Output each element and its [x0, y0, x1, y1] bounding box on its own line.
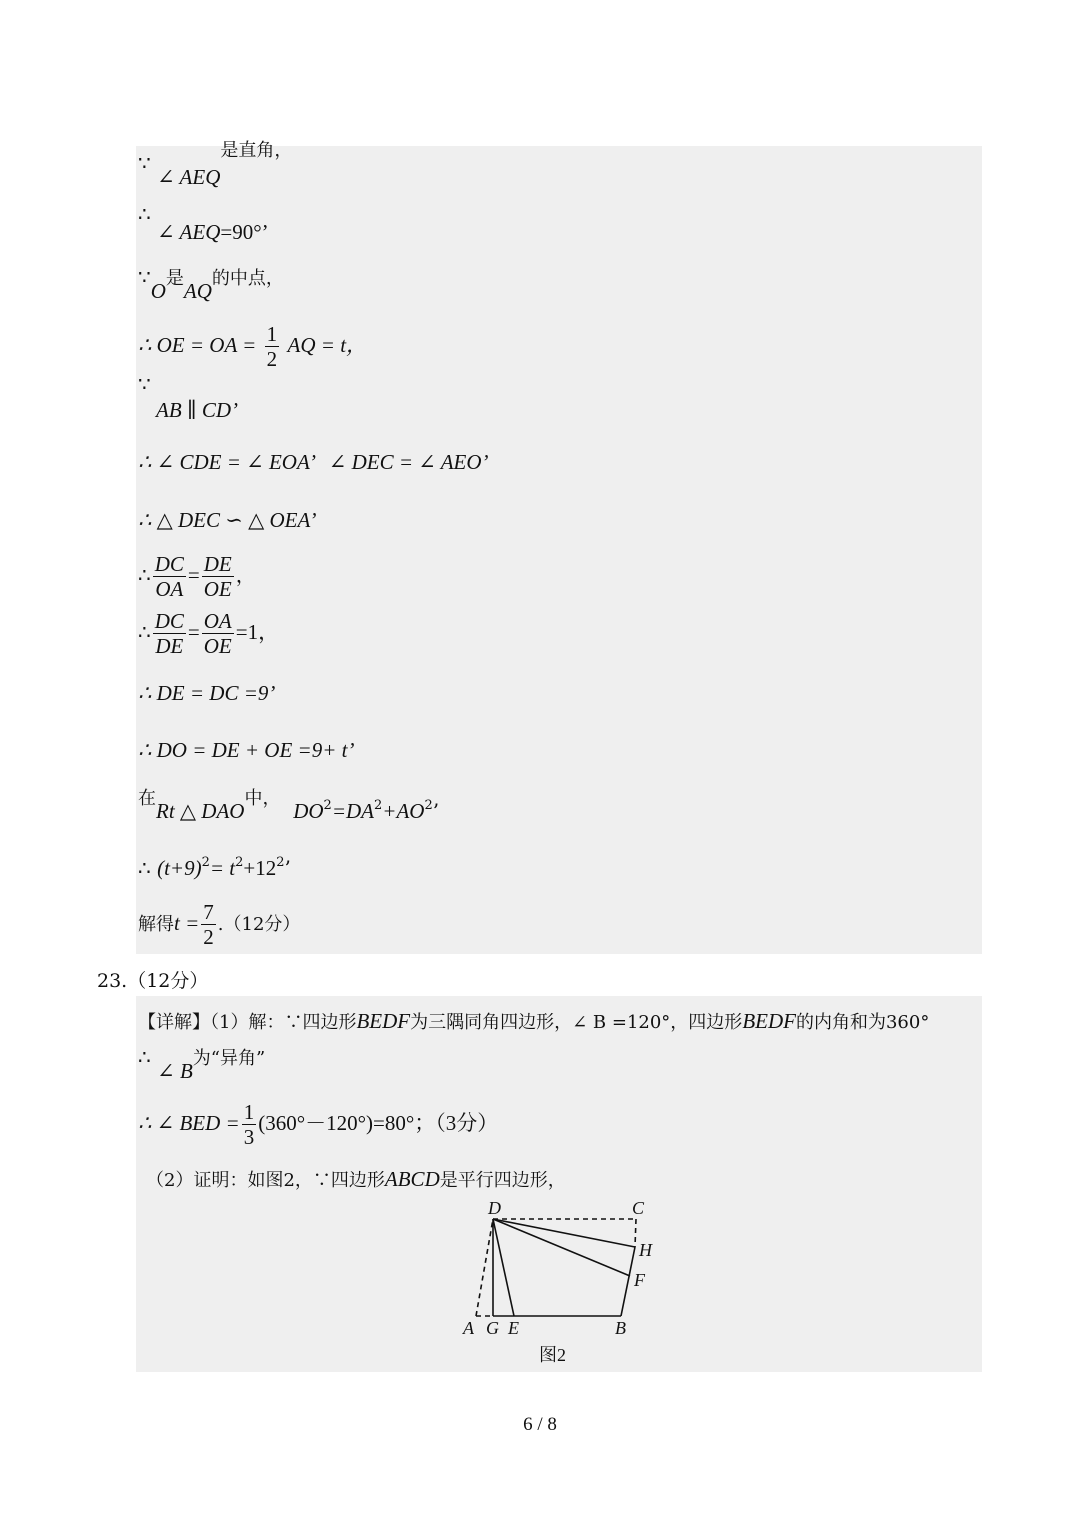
- because-sign: ∵: [138, 265, 151, 289]
- expr: =DA: [331, 799, 374, 823]
- expr: DO: [293, 799, 324, 823]
- expr: +12: [243, 856, 277, 880]
- line-14: [138, 900, 300, 949]
- expr: = t: [209, 856, 236, 880]
- expr: ∠ AEQ: [157, 165, 221, 189]
- score-note: .（12分）: [217, 914, 301, 935]
- therefore-sign: ∴: [138, 563, 151, 587]
- expr: ∴ ∠ CDE = ∠ EOA’: [138, 450, 317, 474]
- numerator: 7: [203, 900, 214, 924]
- exponent: 2: [323, 798, 332, 813]
- fraction: [153, 609, 186, 658]
- line-7: [138, 508, 317, 533]
- exponent: 2: [374, 798, 383, 813]
- text: 的中点，: [211, 268, 284, 289]
- label-A: A: [463, 1318, 474, 1338]
- expr: ∴ △ DEC ∽ △ OEA’: [138, 508, 317, 532]
- numerator: 1: [243, 1100, 255, 1124]
- expr: +AO: [382, 799, 425, 823]
- line-6: [138, 450, 489, 475]
- punct: ，: [235, 563, 256, 587]
- denominator: DE: [155, 634, 184, 658]
- expr: ∠ AEQ: [157, 220, 221, 244]
- expr: (t+9): [157, 856, 202, 880]
- expr: ∴ DE = DC =9’: [138, 681, 276, 705]
- question-23-header: 23.（12分）: [97, 970, 209, 992]
- line-d4: [146, 1166, 566, 1192]
- expr: ∠ B: [157, 1059, 193, 1083]
- expr: Rt △ DAO: [156, 799, 245, 823]
- because-sign: ∵: [138, 372, 151, 396]
- denominator: OE: [203, 634, 232, 658]
- fraction: [153, 552, 186, 601]
- punct: ’: [284, 856, 291, 880]
- expr: =1，: [235, 620, 280, 644]
- pythagoras-expr: [293, 799, 439, 823]
- label-G: G: [486, 1318, 499, 1338]
- page-number: 6 / 8: [523, 1414, 557, 1435]
- text: 是: [165, 268, 184, 289]
- exponent: 2: [424, 798, 433, 813]
- fraction: [202, 552, 234, 601]
- line-2: [138, 202, 269, 244]
- therefore-sign: ∴: [138, 856, 151, 880]
- expr: AQ = t，: [287, 333, 368, 357]
- segment-DF: [493, 1219, 630, 1276]
- numerator: OA: [203, 609, 232, 633]
- text: （2）证明：如图2，∵四边形: [146, 1170, 385, 1191]
- equals: =: [187, 563, 200, 587]
- therefore-sign: ∴: [138, 202, 151, 226]
- segment-DE: [493, 1219, 514, 1316]
- expr: ∴ ∠ BED =: [138, 1111, 240, 1135]
- var-AQ: AQ: [183, 279, 212, 303]
- therefore-sign: ∴: [138, 620, 151, 644]
- segment-DH: [493, 1219, 635, 1247]
- var-O: O: [150, 279, 166, 303]
- segment-BH: [621, 1247, 635, 1316]
- line-12: [138, 784, 440, 823]
- fraction: [202, 609, 234, 658]
- text: 是直角，: [220, 140, 293, 161]
- segment-AD-dashed: [476, 1219, 493, 1316]
- text: 为三隅同角四边形，∠ B =120°，四边形: [410, 1012, 743, 1033]
- line-3: [138, 264, 284, 303]
- line-9: [138, 609, 279, 658]
- numerator: DE: [203, 552, 232, 576]
- text: 解得: [138, 914, 174, 935]
- expr: t =: [174, 911, 200, 935]
- line-d1: [138, 1008, 929, 1034]
- expr: AB ∥ CD’: [156, 398, 239, 422]
- line-13: [138, 856, 291, 881]
- line-d2: [138, 1044, 266, 1083]
- numerator: 1: [266, 322, 278, 346]
- exponent: 2: [276, 855, 285, 870]
- expr: BEDF: [742, 1009, 796, 1033]
- line-5: [138, 372, 239, 427]
- denominator: 2: [266, 347, 278, 371]
- therefore-sign: ∴: [138, 1045, 151, 1069]
- because-sign: ∵: [138, 151, 151, 175]
- line-4: [138, 322, 367, 371]
- text: 为“异角”: [192, 1048, 266, 1069]
- line-11: [138, 738, 354, 763]
- punct: ’: [432, 799, 440, 823]
- denominator: OE: [203, 577, 232, 601]
- text: 在: [138, 788, 156, 809]
- equals: =: [187, 620, 200, 644]
- label-C: C: [632, 1198, 645, 1218]
- fraction: [242, 1100, 257, 1149]
- text: 是平行四边形，: [439, 1170, 566, 1191]
- exponent: 2: [201, 855, 210, 870]
- label-E: E: [508, 1318, 519, 1338]
- fraction: [201, 900, 216, 949]
- numerator: DC: [154, 609, 184, 633]
- line-d3: [138, 1100, 498, 1149]
- text: 的内角和为360°: [795, 1012, 930, 1033]
- line-10: [138, 681, 275, 706]
- segment-CH-dashed: [635, 1219, 636, 1247]
- fraction: [265, 322, 280, 371]
- numerator: DC: [154, 552, 184, 576]
- denominator: OA: [155, 577, 184, 601]
- line-1: [138, 140, 293, 189]
- expr: ABCD: [384, 1167, 440, 1191]
- exponent: 2: [235, 855, 244, 870]
- figure-caption: 图2: [539, 1345, 566, 1365]
- expr: =90°’: [220, 220, 269, 244]
- text: 中，: [244, 788, 281, 809]
- expr: BEDF: [356, 1009, 411, 1033]
- label-H: H: [639, 1240, 652, 1260]
- expr: (360°－120°)=80°；（3分）: [258, 1111, 499, 1135]
- label-B: B: [615, 1318, 626, 1338]
- expr: ∠ DEC = ∠ AEO’: [328, 450, 489, 474]
- line-8: [138, 552, 256, 601]
- text: 【详解】（1）解：∵四边形: [138, 1012, 357, 1033]
- label-F: F: [634, 1270, 645, 1290]
- expr: ∴ DO = DE + OE =9+ t’: [138, 738, 355, 762]
- label-D: D: [488, 1198, 501, 1218]
- denominator: 3: [243, 1125, 255, 1149]
- expr: ∴ OE = OA =: [138, 333, 257, 357]
- denominator: 2: [203, 925, 214, 949]
- figure-2: [450, 1192, 680, 1372]
